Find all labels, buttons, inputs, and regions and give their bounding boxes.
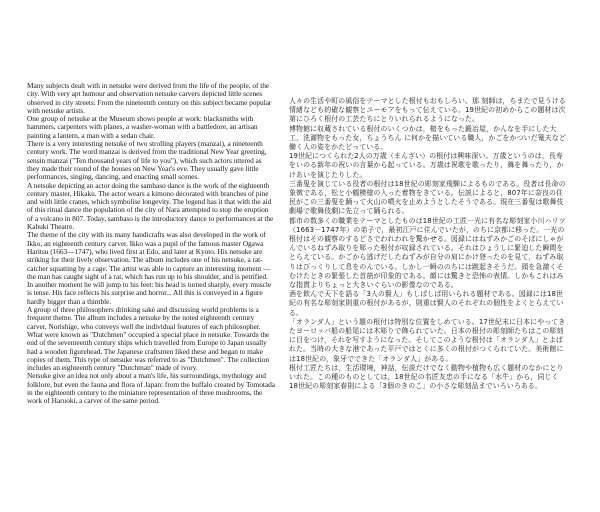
english-text-column (27, 82, 275, 406)
english-paragraph: Netsuke give an idea not only about a man's life, his surroundings, mythology and folklore, but even the fauna and flora of Japan: from the buffalo created by Tomotada in the eighteenth century to the miniature representation of three mushrooms, the work of Haruoki, a carver of the same period. (27, 371, 275, 406)
japanese-paragraph: 酒を飲んで天下を語る「3人の賢人」もしばしば用いられる題材である。図録には18世紀の有名な彫刻家則重の根付があるが，則重は賢人のそれぞれの個性をよくとらえている。 (289, 290, 564, 317)
japanese-paragraph: 都市の数多くの職業をテーマとしたものは18世紀の工匠一光に有名な彫刻家小川ハリツ（1663－1747年）の弟子で，最初江戸に住んでいたが，のちに京都に移った。一光の根付はその観察のするどさでわれわれを驚かせる。図録にはねずみかごのそばにしゃがんでいるねずみ取りを彫った根付が収録されている。それはひょうしに緊迫した瞬間をとらえている。かごから逃げだしたねずみが自分の肩にかけ登ったのを見て，ねずみ取りはびっくりして息をのんでいる。しかし一瞬ののちには跳起きそうだ。頭を急激くそむけたときの緊張した首筋が印象的である。顔には驚きと恐怖の表情。しかもこれはみな指貫よりちょっと大きいぐらいの影像なのである。 (289, 216, 566, 290)
japanese-paragraph: 人々の生活や町の風俗をテーマとした根付もおもしろい。那 刻師は，ちまたで見うける情緒なども的確な観察とユーモアをもって伝えている。19世紀の初めからこの題材は次第にひろく根付の工芸たちにとりいれられるようになった。 (289, 97, 566, 124)
english-paragraph: The theme of the city with its many handicrafts was also developed in the work of Ikko, an eighteenth century carver. Ikko was a pupil of the famous master Ogawa Haritsu (1663—1747), who lived first at Edo, and later at Kyoto. His netsuke are striking for their lively observation. The album includes one of his netsuke, a rat-catcher squatting by a cage. The artist was able to capture an interesting moment — the man has caught sight of a rat, which has run up to his shoulder, and is petrified. In another moment he will jump to his feet: his head is turned sharply, every muscle is tense. His face reflects his surprise and horror... All this is conveyed in a figure hardly bigger than a thimble. (27, 230, 272, 306)
english-paragraph: What were known as "Dutchmen" occupied a special place in netsuke. Towards the end of the seventeenth century ships which travelled from Europe to Japan usually had a wooden figurehead. The Japanese craftsmen liked these and began to make copies of them. This type of netsuke was referred to as "Dutchmen". The collection includes an eighteenth century "Dutchman" made of ivory. (27, 329, 270, 373)
english-paragraph: A netsuke depicting an actor doing the sambaso dance is the work of the eighteenth century master, Hikaku. The actor wears a kimono decorated with branches of pine and with little cranes, which symbolise longevity. The legend has it that with the aid of this ritual dance the population of the city of Nara attempted to stop the eruption of a volcano in 807. Today, sambaso is the introductory dance to performances at the Kabuki Theatre. (27, 180, 274, 232)
japanese-paragraph: 根付工匠たちは，生活環境，神話，伝説だけでなく動物や植物も広く題材のなかにとりいれた。この種のものとしては，18世紀の名匠友忠の手になる「水牛」から，同じく18世紀の彫刻家春則による「3個のきのこ」の小さな彫刻品までいろいろある。 (289, 363, 564, 391)
japanese-paragraph: 博物館に収蔵されている根付のいくつかは，槌をもった鍛冶屋，かんなを手にした大工，洗濯物をもった女，ちょうちん に何かを描いている職人，かごをかついだ篭夫など働く人の姿をかたどっている。 (289, 124, 566, 152)
japanese-text-column (289, 97, 567, 392)
japanese-paragraph: 19世紀につくられた2人の万歳（まんざい）の根付は興味深い。万歳というのは，長寿をいのる新年の祝いの言葉から起っている。万歳は祝歌を歌ったり，舞を舞ったり，かけあいを演じたりした。 (289, 152, 564, 179)
english-paragraph: A group of three philosophers drinking sakè and discussing world problems is a frequent theme. The album includes a netsuke by the noted eighteenth century carver, Norishige, who conveys well the individual features of each philosopher. (27, 305, 261, 331)
english-paragraph: There is a very interesting netsuke of two strolling players (manzai), a nineteenth century work. The word manzai is derived from the traditional New Year greeting, sensin manzai ("Ten thousand years of life to you"), which such actors uttered as they made their round of the houses on New Year's eve. They usually gave little performances, singing, dancing, and enacting small scenes. (27, 139, 267, 182)
japanese-paragraph: 三番叟を演じている役者の根付は18世紀の彫刻家飛騨によるものである。役者は長命の象徴である，松と小鶴模様の入った着物をきている。伝説によると，807年に奈良の住民がこの三番叟を踊って火山の噴火を止めようとしたそうである。現在三番叟は歌舞伎劇場で歌舞伎劇に先立って踊られる。 (289, 179, 566, 216)
english-paragraph: One group of netsuke at the Museum shows people at work: blacksmiths with hammers, carpenters with planes, a washer-woman with a battledore, an artisan painting a lantern, a man with a sedan chair. (27, 114, 258, 140)
english-paragraph: Many subjects dealt with in netsuke were derived from the life of the people, of the city. With very apt humour and observation netsuke carvers depicted little scenes observed in city streets. From the nineteenth century on this subject became popular with netsuke artists. (27, 81, 272, 115)
japanese-paragraph: 「オランダ人」という題の根付は特別な位置をしめている。17世紀末に日本にやってきたヨーロッパ船の船尾には木彫りで飾られていた。日本の根付の彫刻師たちはこの彫刻に目をつけ，それを写すようになった。そしてこのような根付は「オランダ人」とよばれた。当時の大きな港であった平戸ではとくに多くの根付がつくられていた。美術館には18世紀の，象牙でできた「オランダ人」がある。 (289, 317, 566, 363)
